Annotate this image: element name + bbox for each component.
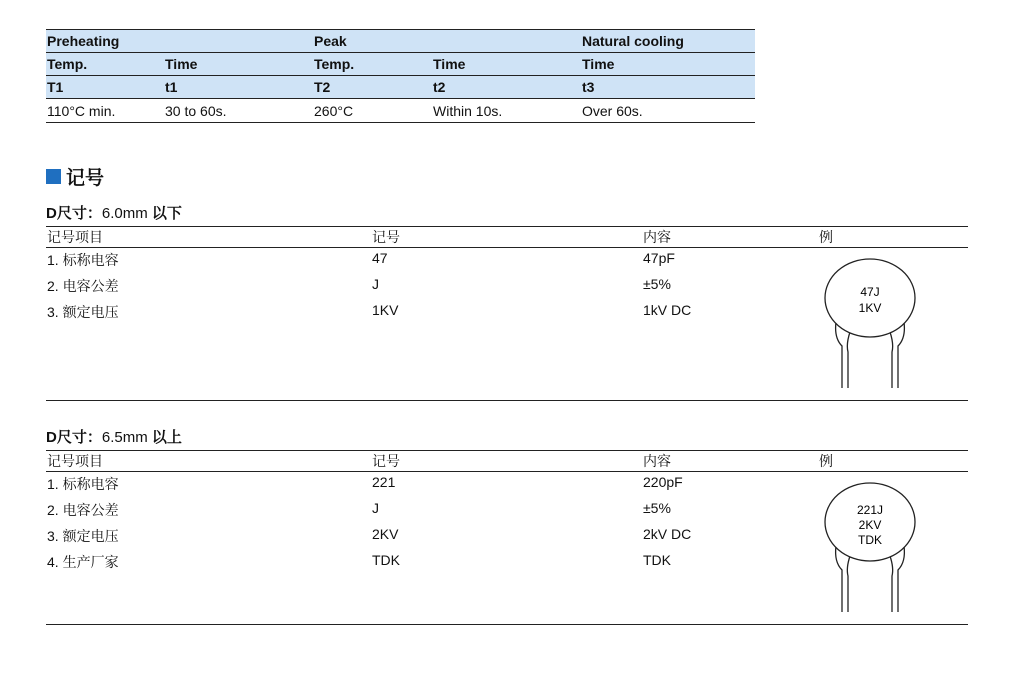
mark-cell: J [372,500,379,516]
mark-cell: TDK [372,552,400,568]
mark-cell: 221 [372,474,396,490]
header-cell: Natural cooling [581,30,755,53]
mark-cell: J [372,276,379,292]
header-cell: Temp. [46,53,164,76]
subtitle-value: 6.5mm [101,429,148,446]
item-cell: 4. 生产厂家 [47,554,119,570]
mark-cell: 1KV [372,302,399,318]
column-header: 记号项目 [47,229,103,245]
column-header: 记号 [372,453,400,469]
section-title-text: 记号 [66,168,105,189]
table-bottom-rule [46,624,968,625]
table-header-row [46,450,968,472]
table-cell: 260°C [313,99,432,123]
subtitle-prefix: D尺寸 [46,429,87,446]
header-cell: Time [432,53,581,76]
section-marker-icon [46,169,61,184]
example-line-2: 1KV [858,301,882,315]
item-cell: 3. 额定电压 [47,528,119,544]
header-cell: Preheating [46,30,164,53]
item-cell: 1. 标称电容 [47,252,119,268]
example-line-1: 47J [860,285,880,299]
content-cell: 220pF [643,474,683,490]
header-cell: t1 [164,76,313,99]
example-line-1: 221J [856,503,884,517]
column-header: 例 [819,453,833,469]
column-header: 记号项目 [47,453,103,469]
item-cell: 2. 电容公差 [47,502,119,518]
content-cell: 2kV DC [643,526,692,542]
content-cell: 47pF [643,250,675,266]
example-line-2: 2KV [858,518,882,532]
header-cell: Temp. [313,53,432,76]
example-line-3: TDK [858,533,882,547]
subtitle-suffix: 以上 [147,429,182,446]
header-cell [164,30,313,53]
header-cell: Time [581,53,755,76]
header-cell: t2 [432,76,581,99]
subtitle-suffix: 以下 [147,205,182,222]
table-header-row [46,226,968,248]
header-cell: Peak [313,30,432,53]
soldering-table [46,29,755,123]
subtitle-prefix: D尺寸 [46,205,87,222]
column-header: 例 [819,229,833,245]
column-header: 内容 [643,229,671,245]
table-cell: 110°C min. [46,99,164,123]
content-cell: 1kV DC [643,302,692,318]
table-cell: Over 60s. [581,99,755,123]
section-title [46,163,104,190]
capacitor-example-2 [820,476,920,616]
block1-subtitle [46,202,182,223]
header-cell: T1 [46,76,164,99]
subtitle-colon: ： [86,429,102,446]
table-bottom-rule [46,400,968,401]
item-cell: 3. 额定电压 [47,304,119,320]
header-cell: T2 [313,76,432,99]
mark-cell: 47 [372,250,388,266]
header-cell: t3 [581,76,755,99]
table-cell: 30 to 60s. [164,99,313,123]
table-cell: Within 10s. [432,99,581,123]
capacitor-example-1 [820,252,920,392]
item-cell: 1. 标称电容 [47,476,119,492]
content-cell: TDK [643,552,671,568]
table-row [46,99,755,123]
subtitle-value: 6.0mm [101,205,148,222]
column-header: 内容 [643,453,671,469]
content-cell: ±5% [643,276,671,292]
mark-cell: 2KV [372,526,399,542]
header-cell [432,30,581,53]
table-header-row [46,53,755,76]
column-header: 记号 [372,229,400,245]
subtitle-colon: ： [86,205,102,222]
table-header-row [46,76,755,99]
item-cell: 2. 电容公差 [47,278,119,294]
block2-subtitle [46,426,182,447]
content-cell: ±5% [643,500,671,516]
table-header-row [46,30,755,53]
header-cell: Time [164,53,313,76]
